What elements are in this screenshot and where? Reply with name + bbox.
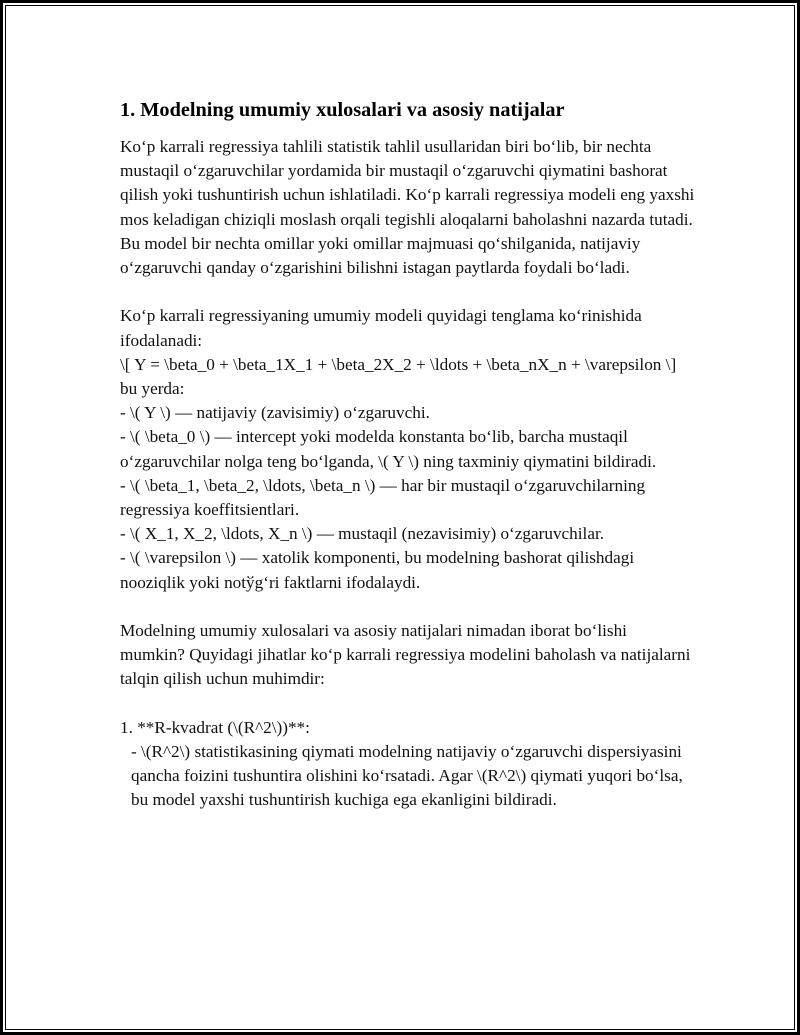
intro-paragraph: Ko‘p karrali regressiya tahlili statistik tahlil usullaridan biri bo‘lib, bir nechta mustaqil o‘zgaruvchilar yordamida bir mustaqil o‘zgaruvchi qiymatini bashorat qilish yoki tushuntirish uchun ishlatiladi. Ko‘p karrali regressiya modeli eng yaxshi mos keladigan chiziqli moslash orqali tegishli aloqalarni baholashni nazarda tutadi. Bu model bir nechta omillar yoki omillar majmuasi qo‘shilganida, natijaviy o‘zgaruvchi qanday o‘zgarishini bilishni istagan paytlarda foydali bo‘ladi. [120, 137, 695, 278]
document-content [120, 96, 695, 813]
section-heading: 1. Modelning umumiy xulosalari va asosiy natijalar [120, 99, 565, 121]
where-text: bu yerda: [120, 379, 185, 399]
paragraph-gap [120, 280, 695, 304]
paragraph-gap [120, 692, 695, 716]
summary-paragraph: Modelning umumiy xulosalari va asosiy natijalari nimadan iborat bo‘lishi mumkin? Quyidagi jihatlar ko‘p karrali regressiya modelini baholash va natijalarni talqin qilish uchun muhimdir: [120, 621, 691, 689]
model-intro-text: Ko‘p karrali regressiyaning umumiy modeli quyidagi tenglama ko‘rinishida ifodalanadi: [120, 306, 642, 350]
definition-y: - \( Y \) — natijaviy (zavisimiy) o‘zgaruvchi. [120, 403, 430, 423]
definition-xs: - \( X_1, X_2, \ldots, X_n \) — mustaqil (nezavisimiy) o‘zgaruvchilar. [120, 524, 605, 544]
regression-equation: \[ Y = \beta_0 + \beta_1X_1 + \beta_2X_2 + \ldots + \beta_nX_n + \varepsilon \] [120, 354, 677, 374]
list-item-1-text: - \(R^2\) statistikasining qiymati modelning natijaviy o‘zgaruvchi dispersiyasini qancha foizini tushuntira olishini ko‘rsatadi. Agar \(R^2\) qiymati yuqori bo‘lsa, bu model yaxshi tushuntirish kuchiga ega ekanligini bildiradi. [131, 742, 683, 810]
list-item-1-title: 1. **R-kvadrat (\(R^2\))**: [120, 717, 310, 737]
definition-epsilon: - \( \varepsilon \) — xatolik komponenti, bu modelning bashorat qilishdagi nooziqlik yoki notўg‘ri faktlarni ifodalaydi. [120, 548, 635, 592]
paragraph-gap [120, 595, 695, 619]
definition-beta0: - \( \beta_0 \) — intercept yoki modelda konstanta bo‘lib, barcha mustaqil o‘zgaruvchilar nolga teng bo‘lganda, \( Y \) ning taxminiy qiymatini bildiradi. [120, 427, 657, 471]
definition-betas: - \( \beta_1, \beta_2, \ldots, \beta_n \) — har bir mustaqil o‘zgaruvchilarning regressiya koeffitsientlari. [120, 475, 646, 520]
